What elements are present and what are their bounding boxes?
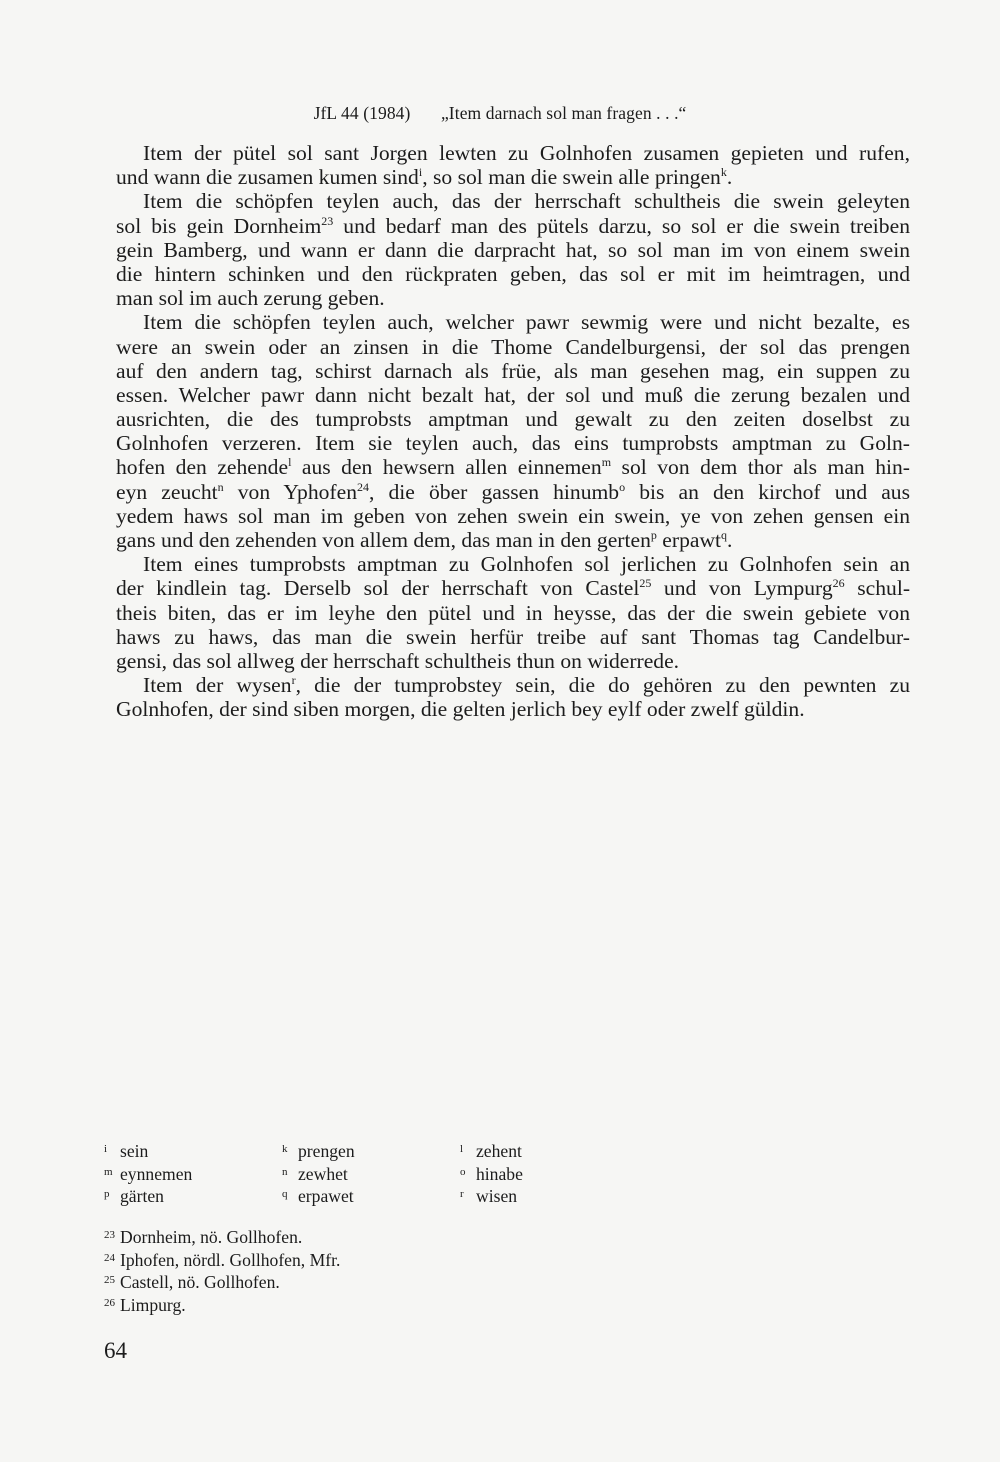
textual-note: n zewhet bbox=[282, 1163, 348, 1184]
text-line: die hintern schinken und den rückpraten geben, das sol er mit im heimtragen, und bbox=[116, 261, 910, 286]
page-number: 64 bbox=[104, 1338, 127, 1363]
running-head bbox=[0, 103, 1000, 124]
note-marker: m bbox=[601, 455, 612, 470]
textual-note-row bbox=[104, 1185, 704, 1208]
note-marker: n bbox=[217, 479, 224, 494]
footnote: 23 Dornheim, nö. Gollhofen. bbox=[104, 1227, 303, 1247]
text-line: sol bis gein Dornheim$^{23}$ und bedarf man des pütels darzu, so sol er die swein treiben bbox=[116, 213, 910, 238]
text-line: haws zu haws, das man die swein herfür treibe auf sant Thomas tag Candelbur- bbox=[116, 624, 910, 649]
note-marker: p bbox=[650, 528, 657, 542]
note-text: eynnemen bbox=[120, 1163, 193, 1184]
textual-note: i sein bbox=[104, 1141, 149, 1161]
textual-note: q erpawet bbox=[282, 1186, 354, 1206]
text-line: yedem haws sol man im geben von zehen swein ein swein, ye von zehen gensen ein bbox=[116, 503, 910, 528]
note-marker: k bbox=[720, 165, 727, 180]
textual-notes bbox=[104, 1140, 704, 1208]
note-text: gärten bbox=[120, 1186, 164, 1206]
explanatory-footnotes bbox=[104, 1226, 340, 1316]
note-marker: 24 bbox=[357, 479, 369, 494]
footnote-text: Dornheim, nö. Gollhofen. bbox=[120, 1227, 303, 1247]
text-line: hofen den zehende$^l$ aus den hewsern allen einnemen$^m$ sol von dem thor als man hin- bbox=[116, 455, 911, 480]
text-line: auf den andern tag, schirst darnach als früe, als man gesehen mag, ein suppen zu bbox=[116, 358, 910, 383]
note-text: sein bbox=[120, 1141, 149, 1161]
note-marker: r bbox=[291, 673, 296, 688]
text-line: gans und den zehenden von allem dem, das man in den gerten$^p$ erpawt$^q$. bbox=[116, 528, 733, 552]
running-head-title: „Item darnach sol man fragen . . .“ bbox=[440, 103, 687, 123]
text-line: gein Bamberg, und wann er dann die darpracht hat, so sol man im von einem swein bbox=[116, 237, 910, 262]
text-line: Item der pütel sol sant Jorgen lewten zu Golnhofen zusamen gepieten und rufen, bbox=[143, 141, 910, 165]
textual-note: o hinabe bbox=[460, 1163, 523, 1184]
footnote-text: Castell, nö. Gollhofen. bbox=[120, 1272, 280, 1292]
text-line: der kindlein tag. Derselb sol der herrschaft von Castel$^{25}$ und von Lympurg$^{26}$ schul- bbox=[116, 576, 911, 601]
note-marker: 26 bbox=[832, 576, 845, 591]
note-marker: l bbox=[288, 455, 292, 470]
text-line: Item eines tumprobsts amptman zu Golnhofen sol jerlichen zu Golnhofen sein an bbox=[143, 552, 910, 577]
note-text: zewhet bbox=[298, 1163, 348, 1184]
textual-note: r wisen bbox=[460, 1186, 518, 1206]
note-text: prengen bbox=[298, 1141, 355, 1161]
text-line: theis biten, das er im leyhe den pütel und in heysse, das der die swein gebiete von bbox=[116, 600, 910, 625]
text-line: were an swein oder an zinsen in die Thome Candelburgensi, der sol das prengen bbox=[116, 334, 910, 359]
footnote: 24 Iphofen, nördl. Gollhofen, Mfr. bbox=[104, 1249, 341, 1270]
note-text: zehent bbox=[476, 1141, 522, 1161]
textual-note-row bbox=[104, 1140, 704, 1163]
footnote-text: Limpurg. bbox=[120, 1294, 186, 1315]
textual-note: k prengen bbox=[282, 1141, 355, 1161]
note-marker: q bbox=[721, 528, 728, 542]
textual-note-row bbox=[104, 1163, 704, 1186]
text-line: Golnhofen verzeren. Item sie teylen auch, das eins tumprobsts amptman zu Goln- bbox=[116, 431, 910, 456]
note-marker: 23 bbox=[321, 213, 334, 228]
textual-note: l zehent bbox=[460, 1141, 522, 1161]
text-line: und wann die zusamen kumen sind$^i$, so sol man die swein alle pringen$^k$. bbox=[116, 165, 733, 190]
text-line: ausrichten, die des tumprobsts amptman und gewalt zu den zeiten doselbst zu bbox=[116, 407, 910, 432]
text-line: gensi, das sol allweg der herrschaft schultheis thun on widerrede. bbox=[116, 648, 680, 673]
running-head-journal: JfL 44 (1984) bbox=[313, 103, 411, 123]
note-text: wisen bbox=[476, 1186, 518, 1206]
footnote: 25 Castell, nö. Gollhofen. bbox=[104, 1272, 280, 1292]
text-line: Item die schöpfen teylen auch, welcher pawr sewmig were und nicht bezalte, es bbox=[143, 310, 910, 335]
text-line: Item die schöpfen teylen auch, das der herrschaft schultheis die swein geleyten bbox=[143, 189, 910, 214]
text-line: eyn zeucht$^n$ von Yphofen$^{24}$, die öber gassen hinumb$^o$ bis an den kirchof und aus bbox=[116, 479, 910, 504]
footnote: 26 Limpurg. bbox=[104, 1294, 186, 1315]
note-text: hinabe bbox=[476, 1163, 523, 1184]
note-marker: i bbox=[418, 165, 423, 180]
textual-note: p gärten bbox=[104, 1186, 164, 1206]
text-line: Golnhofen, der sind siben morgen, die gelten jerlich bey eylf oder zwelf güldin. bbox=[116, 697, 805, 722]
note-marker: o bbox=[619, 479, 626, 494]
text-line: essen. Welcher pawr dann nicht bezalt hat, der sol und muß die zerung bezalen und bbox=[116, 382, 910, 407]
textual-note: m eynnemen bbox=[104, 1163, 193, 1184]
note-text: erpawet bbox=[298, 1186, 354, 1206]
text-line: Item der wysen$^r$, die der tumprobstey sein, die do gehören zu den pewnten zu bbox=[143, 673, 910, 698]
text-line: man sol im auch zerung geben. bbox=[116, 286, 385, 311]
note-marker: 25 bbox=[639, 576, 652, 591]
body-text bbox=[116, 141, 910, 722]
footnote-text: Iphofen, nördl. Gollhofen, Mfr. bbox=[120, 1249, 341, 1270]
